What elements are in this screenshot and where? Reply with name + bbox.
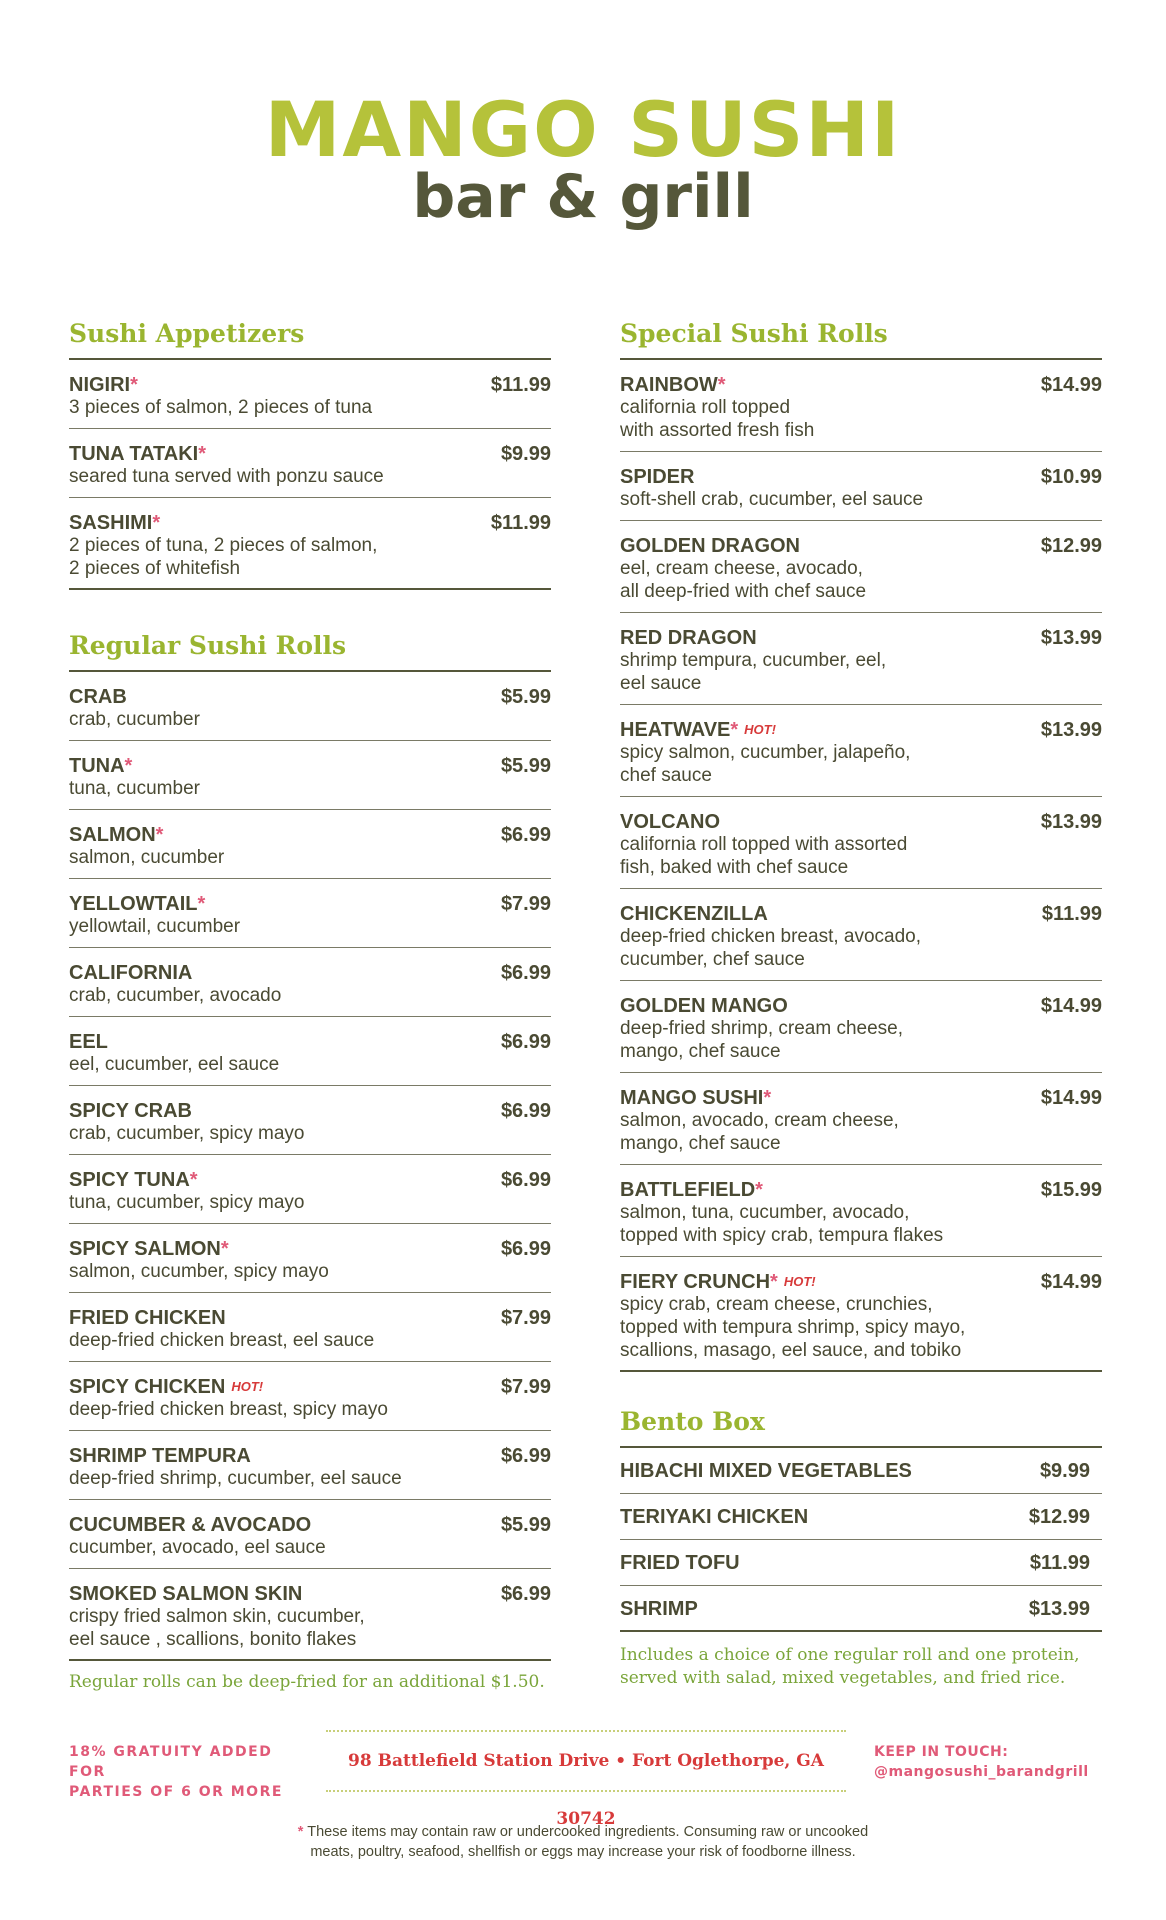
menu-item-name: BATTLEFIELD: [620, 1179, 756, 1201]
gratuity-line: 18% GRATUITY ADDED FOR: [69, 1744, 273, 1780]
menu-item-title: [69, 1307, 551, 1329]
menu-item-title: [69, 686, 551, 708]
menu-item-name: HEATWAVE: [620, 719, 731, 741]
menu-item-price: $6.99: [500, 824, 551, 846]
menu-item-description: 2 pieces of whitefish: [69, 558, 241, 579]
menu-item-name: CUCUMBER & AVOCADO: [69, 1514, 312, 1536]
menu-item-description: tuna, cucumber, spicy mayo: [69, 1192, 305, 1213]
menu-item: [69, 1362, 551, 1431]
raw-warning-star: *: [717, 374, 726, 396]
menu-item-description: salmon, avocado, cream cheese,: [620, 1110, 899, 1131]
menu-item-name: SPICY SALMON: [69, 1238, 221, 1260]
disclaimer-line: meats, poultry, seafood, shellfish or eggs may increase your risk of foodborne illness.: [310, 1844, 856, 1860]
menu-item-description: shrimp tempura, cucumber, eel,: [620, 650, 887, 671]
menu-item: [620, 521, 1102, 613]
menu-item-name: TUNA: [69, 755, 125, 777]
menu-item-description: fish, baked with chef sauce: [620, 857, 849, 878]
brand-title: MANGO SUSHI: [264, 85, 902, 174]
gratuity-line: PARTIES OF 6 OR MORE: [69, 1784, 283, 1800]
menu-item-description: 2 pieces of tuna, 2 pieces of salmon,: [69, 535, 378, 556]
menu-item-price: $14.99: [1040, 1271, 1102, 1293]
menu-item: [620, 797, 1102, 889]
hot-badge: HOT!: [231, 1379, 264, 1394]
social-label: KEEP IN TOUCH:: [874, 1744, 1009, 1760]
bento-note-line: Includes a choice of one regular roll and one protein,: [620, 1645, 1080, 1665]
menu-item-title: [620, 1179, 1102, 1201]
menu-item-description: with assorted fresh fish: [620, 420, 815, 441]
menu-item-name: SASHIMI: [69, 512, 153, 534]
menu-item: [69, 810, 551, 879]
menu-item-name: FRIED CHICKEN: [69, 1307, 226, 1329]
section-title-regular-rolls: Regular Sushi Rolls: [69, 630, 551, 672]
menu-item-name: SMOKED SALMON SKIN: [69, 1583, 303, 1605]
menu-item: [69, 1293, 551, 1362]
menu-item-price: $5.99: [500, 755, 551, 777]
menu-item-title: [69, 755, 551, 777]
menu-item-name: VOLCANO: [620, 811, 720, 833]
bento-note: [620, 1644, 1102, 1690]
menu-item-title: [620, 627, 1102, 649]
menu-item-name: YELLOWTAIL: [69, 893, 198, 915]
menu-item: [69, 879, 551, 948]
menu-item-description: yellowtail, cucumber: [69, 916, 241, 937]
menu-item-price: $12.99: [1040, 535, 1102, 557]
menu-item-description: 3 pieces of salmon, 2 pieces of tuna: [69, 397, 373, 418]
menu-item: [69, 1086, 551, 1155]
menu-item-description: deep-fried chicken breast, eel sauce: [69, 1330, 375, 1351]
menu-item: [69, 429, 551, 498]
menu-item: [69, 1500, 551, 1569]
menu-item-title: [620, 466, 1102, 488]
menu-item-description: tuna, cucumber: [69, 778, 200, 799]
bento-list: [620, 1448, 1102, 1632]
menu-item-name: SPICY TUNA: [69, 1169, 190, 1191]
menu-item-title: [69, 962, 551, 984]
menu-item-title: [620, 995, 1102, 1017]
menu-item-title: [620, 903, 1102, 925]
menu-item-price: $6.99: [500, 1445, 551, 1467]
menu-item-price: $7.99: [500, 893, 551, 915]
menu-item-description: eel, cream cheese, avocado,: [620, 558, 863, 579]
raw-warning-star: *: [770, 1271, 778, 1293]
menu-item-name: CALIFORNIA: [69, 962, 193, 984]
disclaimer-line: [183, 1822, 983, 1842]
menu-item-description: seared tuna served with ponzu sauce: [69, 466, 384, 487]
menu-item-price: $14.99: [1040, 374, 1102, 396]
hot-badge: HOT!: [744, 722, 776, 737]
menu-item-name: NIGIRI: [69, 374, 131, 396]
menu-item: [69, 948, 551, 1017]
disclaimer-text: These items may contain raw or undercooked ingredients. Consuming raw or uncooked: [307, 1824, 869, 1840]
bento-item: [620, 1540, 1102, 1586]
restaurant-address: 98 Battlefield Station Drive • Fort Oglethorpe, GA 30742: [326, 1730, 846, 1792]
menu-item-title: [69, 1238, 551, 1260]
bento-item-name: SHRIMP: [620, 1598, 698, 1620]
menu-item-price: $6.99: [500, 962, 551, 984]
raw-warning-star: *: [130, 374, 138, 396]
menu-item-description: california roll topped: [620, 397, 791, 418]
menu-item: [620, 705, 1102, 797]
menu-item-price: $6.99: [500, 1238, 551, 1260]
brand-header: [0, 85, 1166, 232]
menu-item-title: [69, 1583, 551, 1605]
menu-item: [620, 889, 1102, 981]
menu-item-name: CHICKENZILLA: [620, 903, 768, 925]
bento-item-price: $9.99: [1039, 1460, 1090, 1482]
menu-item-price: $9.99: [500, 443, 551, 465]
menu-item-title: [69, 1445, 551, 1467]
menu-item: [620, 1165, 1102, 1257]
menu-item-name: RAINBOW: [620, 374, 718, 396]
raw-warning-star: *: [124, 755, 133, 777]
menu-item-title: [620, 811, 1102, 833]
menu-item-title: [69, 1169, 551, 1191]
menu-item: [620, 1073, 1102, 1165]
menu-item-name: MANGO SUSHI: [620, 1087, 764, 1109]
left-column: [69, 318, 551, 1694]
menu-item: [69, 498, 551, 590]
raw-food-disclaimer: [183, 1822, 983, 1862]
menu-item: [69, 1224, 551, 1293]
menu-item-description: eel sauce , scallions, bonito flakes: [69, 1629, 357, 1650]
menu-item-description: eel sauce: [620, 673, 702, 694]
menu-item-price: $11.99: [1041, 903, 1102, 925]
menu-item-description: crab, cucumber, spicy mayo: [69, 1123, 305, 1144]
menu-item: [69, 1017, 551, 1086]
menu-item-description: cucumber, avocado, eel sauce: [69, 1537, 326, 1558]
menu-item-title: [69, 443, 551, 465]
menu-item-price: $14.99: [1040, 1087, 1102, 1109]
menu-item-description: soft-shell crab, cucumber, eel sauce: [620, 489, 924, 510]
menu-item-description: topped with spicy crab, tempura flakes: [620, 1225, 944, 1246]
section-title-bento-box: Bento Box: [620, 1406, 1102, 1448]
menu-item: [69, 360, 551, 429]
menu-item-description: deep-fried shrimp, cucumber, eel sauce: [69, 1468, 402, 1489]
menu-item: [620, 452, 1102, 521]
menu-item-price: $13.99: [1040, 719, 1102, 741]
menu-item-name: FIERY CRUNCH: [620, 1271, 771, 1293]
menu-item-price: $7.99: [500, 1307, 551, 1329]
menu-item-name: RED DRAGON: [620, 627, 757, 649]
menu-item-description: crispy fried salmon skin, cucumber,: [69, 1606, 365, 1627]
menu-item-price: $11.99: [490, 512, 551, 534]
special-rolls-list: [620, 360, 1102, 1372]
bento-note-line: served with salad, mixed vegetables, and fried rice.: [620, 1668, 1066, 1688]
menu-item-description: deep-fried chicken breast, avocado,: [620, 926, 922, 947]
menu-item-name: SPIDER: [620, 466, 695, 488]
social-link[interactable]: @mangosushi_barandgrill: [874, 1764, 1089, 1780]
bento-item: [620, 1448, 1102, 1494]
menu-item-price: $6.99: [500, 1100, 551, 1122]
menu-item-title: [69, 1514, 551, 1536]
raw-warning-star: *: [155, 824, 164, 846]
menu-item-description: salmon, cucumber, spicy mayo: [69, 1261, 329, 1282]
menu-item-price: $7.99: [500, 1376, 551, 1398]
menu-item-price: $11.99: [490, 374, 551, 396]
menu-item-name: SPICY CHICKEN: [69, 1376, 226, 1398]
menu-item-description: mango, chef sauce: [620, 1041, 781, 1062]
menu-item: [69, 1569, 551, 1661]
menu-item-price: $6.99: [500, 1031, 551, 1053]
menu-item-description: cucumber, chef sauce: [620, 949, 805, 970]
raw-warning-star: *: [197, 893, 206, 915]
menu-item-description: salmon, cucumber: [69, 847, 225, 868]
menu-item-price: $15.99: [1040, 1179, 1102, 1201]
raw-warning-star: *: [763, 1087, 772, 1109]
menu-item-name: GOLDEN MANGO: [620, 995, 788, 1017]
menu-item-title: [620, 374, 1102, 396]
menu-item-description: chef sauce: [620, 765, 712, 786]
brand-subtitle: bar & grill: [412, 162, 754, 232]
menu-item-name: CRAB: [69, 686, 127, 708]
menu-item-name: SALMON: [69, 824, 156, 846]
menu-item-title: [69, 1100, 551, 1122]
menu-item-name: SPICY CRAB: [69, 1100, 192, 1122]
menu-item-description: california roll topped with assorted: [620, 834, 908, 855]
menu-item-price: $6.99: [500, 1583, 551, 1605]
right-column: [620, 318, 1102, 1690]
section-title-appetizers: Sushi Appetizers: [69, 318, 551, 360]
menu-item: [69, 672, 551, 741]
menu-item-title: [620, 1087, 1102, 1109]
raw-warning-star: *: [152, 512, 161, 534]
regular-rolls-note: Regular rolls can be deep-fried for an additional $1.50.: [69, 1672, 545, 1692]
menu-item-price: $5.99: [500, 686, 551, 708]
menu-item-price: $13.99: [1040, 811, 1102, 833]
bento-item-price: $13.99: [1028, 1598, 1090, 1620]
bento-item-name: TERIYAKI CHICKEN: [620, 1506, 809, 1528]
bento-item-price: $11.99: [1029, 1552, 1090, 1574]
menu-item-title: [69, 824, 551, 846]
menu-item: [69, 741, 551, 810]
menu-item-description: deep-fried shrimp, cream cheese,: [620, 1018, 904, 1039]
menu-item-description: salmon, tuna, cucumber, avocado,: [620, 1202, 910, 1223]
menu-item-price: $5.99: [500, 1514, 551, 1536]
regular-rolls-list: [69, 672, 551, 1661]
hot-badge: HOT!: [783, 1274, 816, 1289]
menu-item-description: spicy salmon, cucumber, jalapeño,: [620, 742, 911, 763]
menu-item: [620, 981, 1102, 1073]
raw-warning-star: *: [220, 1238, 229, 1260]
menu-item-description: topped with tempura shrimp, spicy mayo,: [620, 1317, 966, 1338]
menu-item-name: GOLDEN DRAGON: [620, 535, 800, 557]
menu-item-description: eel, cucumber, eel sauce: [69, 1054, 280, 1075]
bento-item-price: $12.99: [1028, 1506, 1090, 1528]
menu-item: [620, 360, 1102, 452]
menu-item: [69, 1431, 551, 1500]
menu-item-description: spicy crab, cream cheese, crunchies,: [620, 1294, 933, 1315]
menu-item-description: crab, cucumber: [69, 709, 200, 730]
menu-item-name: TUNA TATAKI: [69, 443, 199, 465]
menu-item-title: [69, 1376, 551, 1398]
menu-item-title: [69, 512, 551, 534]
menu-item-description: all deep-fried with chef sauce: [620, 581, 867, 602]
menu-item: [620, 613, 1102, 705]
menu-item-description: scallions, masago, eel sauce, and tobiko: [620, 1340, 962, 1361]
menu-item-title: [69, 1031, 551, 1053]
raw-warning-star: *: [189, 1169, 198, 1191]
raw-warning-star: *: [755, 1179, 763, 1201]
bento-item-name: FRIED TOFU: [620, 1552, 740, 1574]
menu-item-description: deep-fried chicken breast, spicy mayo: [69, 1399, 388, 1420]
raw-warning-star: *: [198, 443, 207, 465]
menu-item: [620, 1257, 1102, 1372]
disclaimer-star: *: [297, 1824, 304, 1840]
menu-item-title: [69, 893, 551, 915]
bento-item: [620, 1494, 1102, 1540]
menu-item-price: $13.99: [1040, 627, 1102, 649]
menu-item-description: mango, chef sauce: [620, 1133, 781, 1154]
social-handle: [874, 1742, 1134, 1782]
menu-item-price: $14.99: [1040, 995, 1102, 1017]
menu-item-title: [620, 1271, 1102, 1293]
bento-item-name: HIBACHI MIXED VEGETABLES: [620, 1460, 912, 1482]
menu-item-title: [620, 719, 1102, 741]
appetizers-list: [69, 360, 551, 590]
menu-item: [69, 1155, 551, 1224]
menu-item-price: $6.99: [500, 1169, 551, 1191]
menu-item-title: [69, 374, 551, 396]
menu-item-title: [620, 535, 1102, 557]
section-title-special-rolls: Special Sushi Rolls: [620, 318, 1102, 360]
menu-item-description: crab, cucumber, avocado: [69, 985, 282, 1006]
menu-item-price: $10.99: [1040, 466, 1102, 488]
raw-warning-star: *: [730, 719, 739, 741]
menu-item-name: EEL: [69, 1031, 108, 1053]
gratuity-notice: [69, 1742, 309, 1802]
bento-item: [620, 1586, 1102, 1632]
menu-item-name: SHRIMP TEMPURA: [69, 1445, 251, 1467]
